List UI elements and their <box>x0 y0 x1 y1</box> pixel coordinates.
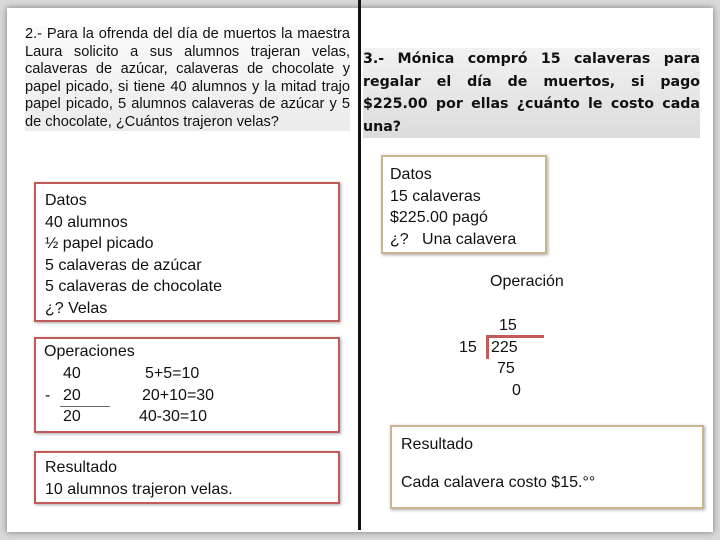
datos-line: 40 alumnos <box>45 213 128 231</box>
datos-title: Datos <box>390 166 432 183</box>
operand: 40 <box>63 365 81 382</box>
resultado-text: 10 alumnos trajeron velas. <box>45 480 233 498</box>
minus-sign: - <box>45 387 51 404</box>
datos-line: ¿? Una calavera <box>390 230 517 248</box>
operaciones-title: Operaciones <box>44 343 135 360</box>
operation-result: 20 <box>63 408 81 425</box>
division-bracket-top <box>487 335 544 338</box>
resultado-title: Resultado <box>401 436 474 453</box>
resultado-title: Resultado <box>45 459 118 476</box>
operand: 20 <box>63 387 81 404</box>
division-bracket-side <box>486 335 489 359</box>
problem-3-text: 3.- Mónica compró 15 calaveras para regalar el día de muertos, si pago $225.00 por ellas ¿cuánto le costo cada una? <box>363 48 700 138</box>
division-remainder: 75 <box>497 360 515 377</box>
operation: 5+5=10 <box>145 365 200 382</box>
subtraction-line <box>60 406 110 407</box>
datos-title: Datos <box>45 192 87 209</box>
operacion-title: Operación <box>490 273 564 290</box>
operation: 20+10=30 <box>142 387 215 404</box>
datos-line: ¿? Velas <box>45 299 108 317</box>
datos-line: 15 calaveras <box>390 187 481 205</box>
vertical-divider <box>358 0 361 530</box>
datos-line: $225.00 pagó <box>390 209 488 226</box>
datos-line: 5 calaveras de azúcar <box>45 256 202 274</box>
problem-3-resultado-box <box>390 425 704 509</box>
division-divisor: 15 <box>459 339 477 356</box>
problem-2-resultado-box <box>34 451 340 504</box>
division-remainder: 0 <box>512 382 521 399</box>
datos-line: 5 calaveras de chocolate <box>45 278 222 295</box>
division-quotient: 15 <box>499 317 517 334</box>
resultado-text: Cada calavera costo $15.°° <box>401 473 596 491</box>
operation: 40-30=10 <box>139 408 208 425</box>
problem-3-datos-box <box>381 155 547 254</box>
datos-line: ½ papel picado <box>45 235 154 252</box>
division-dividend: 225 <box>491 339 518 356</box>
problem-2-text: 2.- Para la ofrenda del día de muertos la maestra Laura solicito a sus alumnos trajeran velas, calaveras de azúcar, calaveras de chocolate y papel picado, si tiene 40 alumnos y la mitad trajo papel picado, 5 alumnos calaveras de azúcar y 5 de chocolate, ¿Cuántos trajeron velas? <box>25 26 350 130</box>
problem-2-datos-box <box>34 182 340 322</box>
